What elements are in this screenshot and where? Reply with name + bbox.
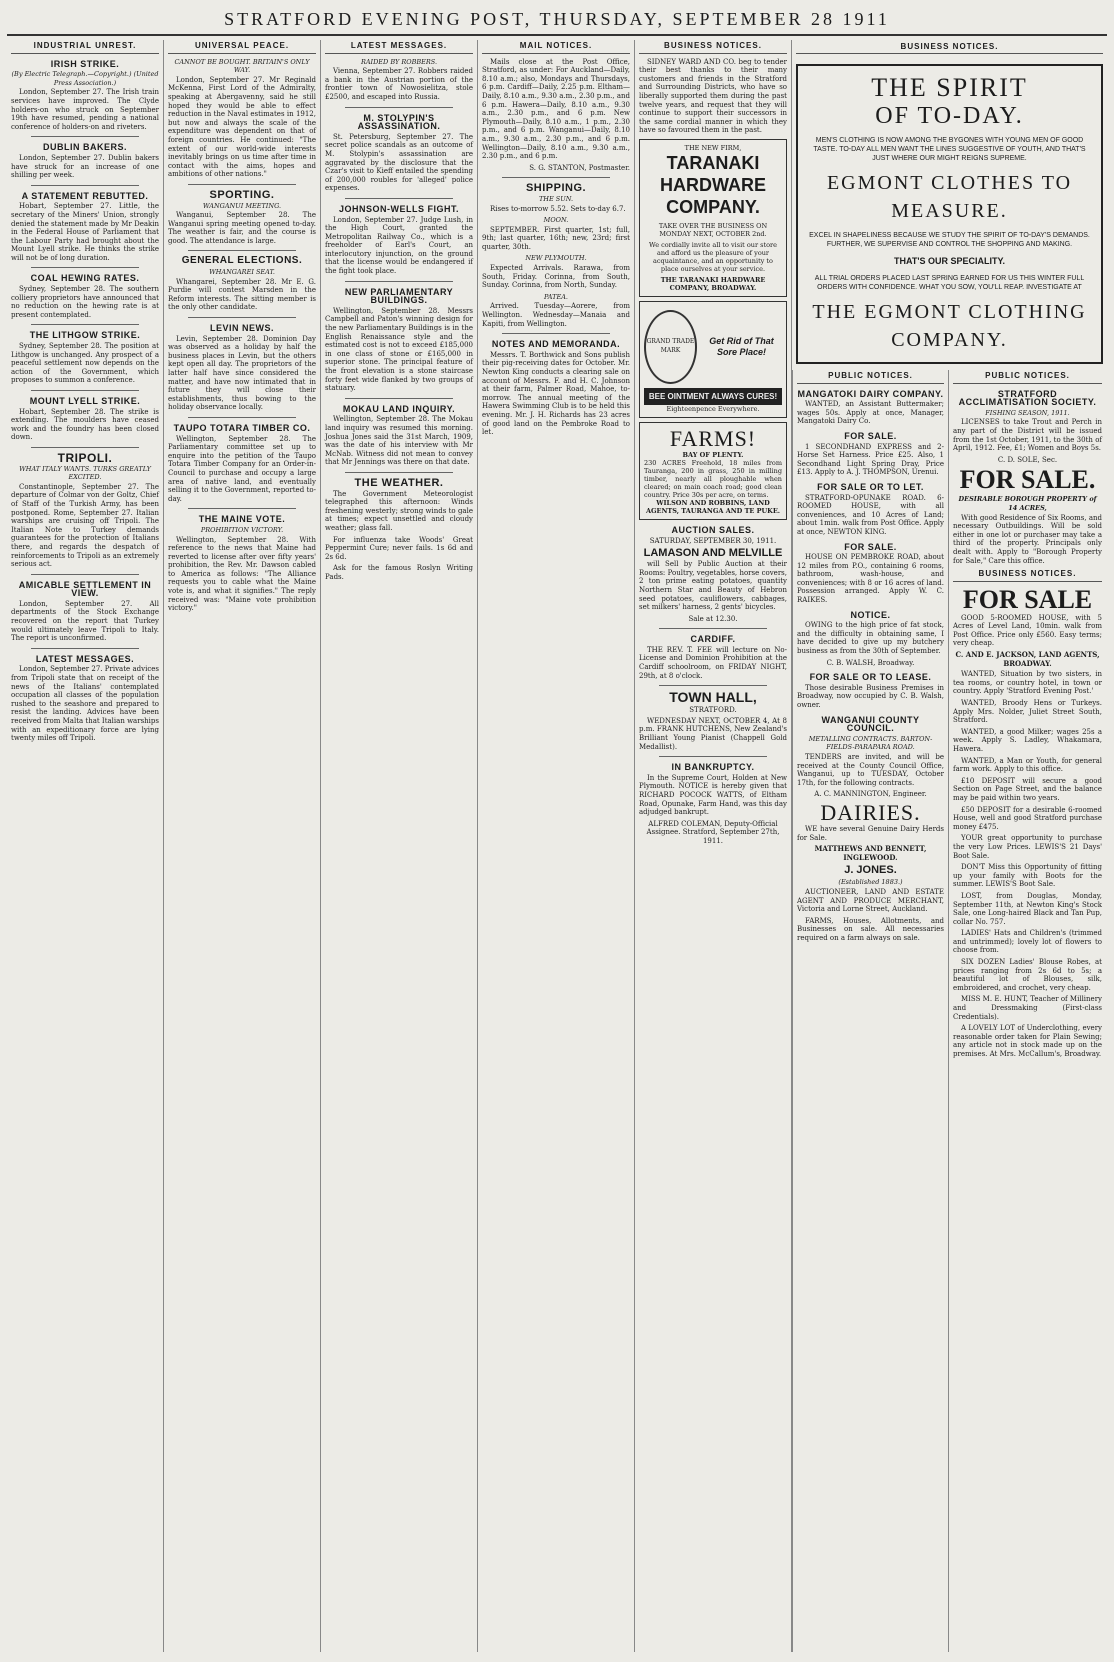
advert-body: THE REV. T. FEE will lecture on No-License and Dominion Prohibition at the Cardiff schoolroom, on FRIDAY NIGHT, 29th, at 8 o'clock. — [639, 645, 787, 680]
article-body: Hobart, September 27. Little, the secretary of the Miners' Union, strongly denied the statement made by Mr Deakin in the Federal House of Parliament that the Labour Party had brought about the Mount Lyell strike. He thinks the strike will not be of long duration. — [11, 202, 159, 262]
article-title: MOUNT LYELL STRIKE. — [29, 396, 141, 406]
article-title: IRISH STRIKE. — [50, 58, 120, 69]
ad-title-line: MEASURE. — [891, 200, 1008, 222]
advert-body: YOUR great opportunity to purchase the very Low Prices. LEWIS'S 21 Days' Boot Sale. — [953, 834, 1102, 860]
auction-date: SATURDAY, SEPTEMBER 30, 1911. — [649, 536, 777, 545]
article-body: Expected Arrivals. Rarawa, from South, Friday. Corinna, from South, Sunday. Corinna, from North, Sunday. — [482, 264, 630, 290]
dairies-title: DAIRIES. — [820, 799, 921, 825]
ad-title-line: THE SPIRIT — [871, 73, 1028, 102]
article-subtitle: WHANGAREI SEAT. — [209, 268, 275, 277]
advert-body: DON'T Miss this Opportunity of fitting up your family with Boots for the summer. LEWIS'S Boot Sale. — [953, 863, 1102, 889]
egmont-clothing-ad — [796, 64, 1103, 364]
ad-subtitle: STRATFORD. — [689, 706, 737, 715]
article-subtitle: DESIRABLE BOROUGH PROPERTY of 14 ACRES, — [958, 495, 1097, 512]
ad-tagline: Eighteenpence Everywhere. — [666, 404, 760, 413]
advert-body: WANTED, a Man or Youth, for general farm work. Apply to this office. — [953, 756, 1102, 774]
advert-body: WEDNESDAY NEXT, OCTOBER 4, At 8 p.m. FRANK HUTCHENS, New Zealand's Brilliant Young Pianist (Chappell Gold Medallist). — [639, 716, 787, 751]
article-subtitle: THE SUN. — [538, 194, 574, 203]
right-block — [792, 40, 1107, 1652]
ad-subtitle: BAY OF PLENTY. — [682, 450, 744, 459]
article-title: IN BANKRUPTCY. — [671, 762, 755, 773]
signature: S. G. STANTON, Postmaster. — [529, 163, 630, 172]
article-body: Wellington, September 28. The Mokau land inquiry was resumed this morning. Joshua Jones said the 31st March, 1909, was the date of his interview with Mr McNab. Witness did not mean to convey that Mr Jennings was there on that date. — [325, 415, 473, 467]
ad-text: MEN'S CLOTHING IS NOW AMONG THE BYGONES WITH YOUNG MEN OF GOOD TASTE. TO-DAY ALL MEN WANT THE LINES SUGGESTIVE OF YOUTH, AND THAT'S JUST WHERE OUR MIGHT REIGNS SUPREME. — [813, 137, 1086, 162]
article-body: Constantinople, September 27. The departure of Colmar von der Goltz, Chief of Staff of the Turkish Army, has been postponed. Rome, September 27. Italian warships are cruising off Tripoli. The Italian Note to Turkey demands guarantees for the protection of Italians there, and regards the despatch of reinforcements to Tripoli as an extremely serious act. — [11, 482, 159, 569]
article-subtitle: METALLING CONTRACTS. BARTON-FIELDS-PARAPARA ROAD. — [808, 734, 933, 752]
advert-body: AUCTIONEER, LAND AND ESTATE AGENT AND PRODUCE MERCHANT, Victoria and Lorne Street, Auckland. — [797, 887, 944, 914]
article-body: Vienna, September 27. Robbers raided a bank in the Austrian portion of the frontier town of Nowosielitza, stole £2500, and escaped into Russia. — [325, 67, 473, 101]
article-body: London, September 27. Private advices from Tripoli state that on receipt of the news of the Italians' contemplated occupation all classes of the population rushed to the seashore and prepared to resist the landing. Advices have been received from Malta that Italian warships with an expeditionary force are lying twenty miles off Tripoli. — [11, 665, 159, 743]
article-body: The Government Meteorologist telegraphed this afternoon: Winds freshening westerly; strong winds to gale at times; expect unsettled and cloudy weather; glass fall. — [325, 489, 473, 532]
column-heading: INDUSTRIAL UNREST. — [11, 40, 159, 54]
advert-line: For influenza take Woods' Great Peppermint Cure; never fails. 1s 6d and 2s 6d. — [325, 535, 473, 561]
article-title: AMICABLE SETTLEMENT IN VIEW. — [18, 579, 152, 599]
article-title: THE LITHGOW STRIKE. — [29, 330, 141, 341]
ad-title-line: THE EGMONT CLOTHING — [812, 301, 1087, 323]
column-heading: UNIVERSAL PEACE. — [168, 40, 316, 54]
signature: C. B. WALSH, Broadway. — [826, 658, 915, 667]
article-title: FOR SALE OR TO LEASE. — [809, 672, 932, 683]
column-mail-notices — [478, 40, 635, 1652]
ad-text: TAKE OVER THE BUSINESS ON MONDAY NEXT, OCTOBER 2nd. — [658, 221, 768, 238]
advert-body: SIDNEY WARD AND CO. beg to tender their best thanks to their many customers and friends in the Stratford and Surrounding Districts, who have so liberally supported them during the past twelve years, and request that they will continue to support their successors in the same cordial manner in which they have so favoured them in the past. — [639, 57, 787, 135]
article-subtitle: FISHING SEASON, 1911. — [985, 408, 1070, 417]
article-title: THE MAINE VOTE. — [198, 514, 286, 525]
article-body: Wellington, September 28. The Parliamentary committee set up to enquire into the petition of the Taupo Totara Timber Company for an Order-in-Council to purchase and occupy a large area of native land, and eventually selling it to the Government, reported to-day. — [168, 434, 316, 503]
article-body: Wanganui, September 28. The Wanganui spring meeting opened to-day. The weather is fair, and the course is good. The attendance is large. — [168, 211, 316, 245]
article-subtitle: PATEA. — [544, 292, 568, 301]
advert-body: WE have several Genuine Dairy Herds for Sale. — [797, 824, 944, 842]
column-heading: LATEST MESSAGES. — [325, 40, 473, 54]
article-title: COAL HEWING RATES. — [30, 273, 140, 284]
article-body: Arrived. Tuesday—Aorere, from Wellington. Wednesday—Manaia and Kapiti, from Wellington. — [482, 302, 630, 328]
ad-text: We cordially invite all to visit our store and afford us the pleasure of your acquaintance, and an opportunity to place ourselves at your service. — [649, 240, 777, 273]
advert-body: WANTED, an Assistant Buttermaker; wages 50s. Apply at once, Manager, Mangatoki Dairy Co. — [797, 400, 944, 426]
article-title: FOR SALE. — [844, 541, 897, 552]
article-title: NOTES AND MEMORANDA. — [491, 339, 621, 350]
advert-body: HOUSE ON PEMBROKE ROAD, about 12 miles from P.O., containing 6 rooms, bathroom, wash-house, and conveniences; with 8 or 16 acres of land. Possession arranged. Apply W. C. RAIKES. — [797, 553, 944, 605]
column-industrial-unrest — [7, 40, 164, 1652]
farms-ad — [639, 422, 787, 520]
advert-line: Ask for the famous Roslyn Writing Pads. — [325, 564, 473, 581]
article-body: London, September 27. Dublin bakers have struck for an increase of one shilling per week. — [11, 153, 159, 180]
advert-body: LOST, from Douglas, Monday, September 11th, at Newton King's Stock Sale, one Long-haired Black and Tan Pup, collar No. 757. — [953, 891, 1102, 926]
signature: C. D. SOLE, Sec. — [997, 455, 1058, 464]
column-heading: PUBLIC NOTICES. — [953, 370, 1102, 384]
article-title: JOHNSON-WELLS FIGHT. — [339, 203, 459, 214]
article-body: London, September 27. The Irish train services have improved. The Clyde holders-on who struck on September 19th have resumed, pending a national conference of holders-on and riveters. — [11, 88, 159, 131]
advert-body: SIX DOZEN Ladies' Blouse Robes, at prices ranging from 2s 6d to 5s; a beautiful lot of Blouses, silk, embroidered, and crochet, very cheap. — [953, 958, 1102, 992]
signature: C. AND E. JACKSON, LAND AGENTS, BROADWAY. — [955, 650, 1100, 668]
advert-body: WANTED, a good Milker; wages 25s a week. Apply S. Ladley, Whakamara, Hawera. — [953, 727, 1102, 753]
article-title: NOTICE. — [850, 609, 891, 620]
ad-title-line: HARDWARE — [660, 174, 766, 195]
auctioneer-name: J. JONES. — [844, 864, 897, 877]
article-body: London, September 27. All departments of the Stock Exchange recovered on the report that Turkey would ultimately leave Tripoli to Italy. The report is unconfirmed. — [11, 599, 159, 643]
article-subtitle: WHAT ITALY WANTS. TURKS GREATLY EXCITED. — [19, 464, 151, 482]
ad-title: FARMS! — [669, 425, 757, 451]
article-title: TRIPOLI. — [57, 450, 113, 465]
article-body: Hobart, September 28. The strike is extending. The moulders have ceased work and the foundry has been closed down. — [11, 407, 159, 442]
bee-ointment-ad — [639, 301, 787, 418]
advert-body: £10 DEPOSIT will secure a good Section on Page Street, and the balance may be paid within two years. — [953, 776, 1102, 802]
ad-text: 230 ACRES Freehold, 18 miles from Tauranga, 200 in grass, 250 in milling timber, nearly all ploughable when cleared; on main coach road; good clean country. Price 30s per acre, on terms. — [644, 458, 782, 499]
ad-title-line: OF TO-DAY. — [875, 103, 1024, 129]
trade-mark-icon: GRAND TRADE MARK — [644, 310, 697, 384]
advert-body: will Sell by Public Auction at their Rooms: Poultry, vegetables, horse covers, 2 ton prime eating potatoes, quantity Northern Star and Beauty of Hebron seed potatoes, cauliflowers, cabbages, set milkers' harness, 2 gents' bicycles. — [639, 560, 787, 612]
column-latest-messages — [321, 40, 478, 1652]
column-public-notices-2 — [949, 370, 1106, 1652]
signature: MATTHEWS AND BENNETT, INGLEWOOD. — [814, 844, 927, 862]
advert-body: WANTED, Broody Hens or Turkeys. Apply Mrs. Nolder, Juliet Street South, Stratford. — [953, 699, 1102, 725]
auctioneer-name: LAMASON AND MELVILLE — [643, 547, 783, 560]
newspaper-page — [7, 4, 1107, 1654]
article-title: TAUPO TOTARA TIMBER CO. — [173, 422, 311, 433]
article-title: CARDIFF. — [690, 634, 736, 645]
ad-slogan: Get Rid of That Sore Place! — [709, 335, 774, 357]
masthead-title: STRATFORD EVENING POST, THURSDAY, SEPTEMBER 28 1911 — [224, 8, 890, 29]
article-title: GENERAL ELECTIONS. — [181, 255, 303, 267]
article-title: STRATFORD ACCLIMATISATION SOCIETY. — [958, 388, 1097, 408]
article-body: London, September 27. Mr Reginald McKenna, First Lord of the Admiralty, speaking at Abergavenny, said he still hoped they would be able to effect reduction in the Naval estimates in 1912, but now and always the scale of the expenditure was dependent on that of foreign countries. He continued: "The extent of our world-wide interests inevitably brings on us time after time in contact with the aims, hopes and ambitions of other nations." — [168, 75, 316, 179]
article-body: London, September 27. Judge Lush, in the High Court, granted the Metropolitan Railway Co., which is a freeholder of Earl's Court, an interlocutory injunction, on the ground that the license would be endangered if the fight took place. — [325, 215, 473, 276]
advert-body: STRATFORD-OPUNAKE ROAD. 6-ROOMED HOUSE, with all conveniences, and 10 Acres of Land; about 1min. walk from Post Office. Apply at once, NEWTON KING. — [797, 493, 944, 536]
article-title: WANGANUI COUNTY COUNCIL. — [821, 714, 920, 734]
article-subtitle: (Established 1883.) — [838, 878, 903, 887]
article-body: Mails close at the Post Office, Stratford, as under: For Auckland—Daily, 8.10 a.m.; also, Mondays and Thursdays, 6 p.m. Cardiff—Daily, 2.25 p.m. Eltham—Daily, 8.10 a.m., 9.30 a.m., 2.30 p.m., and 6 p.m. Hawera—Daily, 8.10 a.m., 9.30 a.m., 2.30 p.m., and 6 p.m. New Plymouth—Daily, 8.10 a.m., 1 p.m., 2.30 p.m., and 6 p.m. Wanganui—Daily, 8.10 a.m., 9.30 a.m., 2.30 p.m., and 6 p.m. Wellington—Daily, 8.10 a.m., 9.30 a.m., 2.30 p.m., and 6 p.m. — [482, 57, 630, 161]
article-title: MANGATOKI DAIRY COMPANY. — [797, 388, 944, 399]
for-sale-title: FOR SALE — [962, 584, 1093, 614]
article-title: AUCTION SALES. — [671, 524, 755, 535]
column-heading: PUBLIC NOTICES. — [797, 370, 944, 384]
article-title: NEW PARLIAMENTARY BUILDINGS. — [344, 286, 454, 306]
article-title: FOR SALE OR TO LET. — [817, 481, 924, 492]
sale-time: Sale at 12.30. — [688, 614, 738, 623]
article-body: Wellington, September 28. Messrs Campbell and Paton's winning design for the new Parliamentary Buildings is in the English Renaissance style and the estimated cost is not to exceed £185,000 in one class of stone or £165,000 in superior stone. The principal feature of the front elevation is a stone staircase forty feet wide flanked by two groups of statuary. — [325, 306, 473, 393]
credit-line: (By Electric Telegraph.—Copyright.) (United Press Association.) — [11, 70, 159, 87]
ad-title-line: COMPANY. — [666, 196, 760, 217]
article-subtitle: WANGANUI MEETING. — [202, 201, 282, 210]
article-title: M. STOLYPIN'S ASSASSINATION. — [357, 112, 441, 132]
article-body: Levin, September 28. Dominion Day was observed as a holiday by half the business places in Levin, but the others kept open all day. The proprietors of the latter half have since considered the matter, and have now intimated that in future they will close their establishments, thus bowing to the holiday observance locally. — [168, 334, 316, 412]
masthead — [7, 4, 1107, 36]
ad-title-line: TARANAKI — [666, 152, 760, 173]
advert-body: LICENSES to take Trout and Perch in any part of the District will be issued from the 1st October, 1911, to the 30th of April, 1912. Fee, £1; Women and Boys 5s. — [953, 418, 1102, 453]
article-title: THE WEATHER. — [354, 476, 444, 489]
advert-body: 1 SECONDHAND EXPRESS and 2-Horse Set Harness. Price £25. Also, 1 Secondhand Light Spring Dray, Price £13. Apply to A. J. THOMPSON, Urenui. — [797, 442, 944, 477]
advert-body: WANTED, Situation by two sisters, in tea rooms, or country hotel, in town or country. Apply 'Stratford Evening Post.' — [953, 670, 1102, 696]
ad-title-line: COMPANY. — [891, 329, 1008, 351]
article-title: LEVIN NEWS. — [209, 323, 274, 334]
advert-body: OWING to the high price of fat stock, and the difficulty in obtaining same, I have decided to give up my butchery business as from the 30th of September. — [797, 621, 944, 656]
signature: ALFRED COLEMAN, Deputy-Official Assignee. Stratford, September 27th, 1911. — [646, 819, 780, 845]
for-sale-title: FOR SALE. — [959, 465, 1096, 495]
article-body: Sydney, September 28. The southern colliery proprietors have announced that no reduction on the hewing rate is at present contemplated. — [11, 285, 159, 319]
advert-body: £50 DEPOSIT for a desirable 6-roomed House, well and good Stratford purchase money £475. — [953, 805, 1102, 831]
ad-title-line: EGMONT CLOTHES TO — [826, 172, 1073, 194]
column-heading: MAIL NOTICES. — [482, 40, 630, 54]
taranaki-hardware-ad — [639, 139, 787, 297]
article-title: SHIPPING. — [525, 182, 587, 195]
ad-speciality: THAT'S OUR SPECIALITY. — [894, 256, 1005, 266]
advert-body: LADIES' Hats and Children's (trimmed and untrimmed); lovely lot of flowers to choose from. — [953, 929, 1102, 955]
signature: A. C. MANNINGTON, Engineer. — [814, 790, 927, 799]
article-title: SPORTING. — [209, 188, 275, 201]
article-subtitle: RAIDED BY ROBBERS. — [360, 57, 438, 66]
column-heading: BUSINESS NOTICES. — [639, 40, 787, 54]
advert-body: GOOD 5-ROOMED HOUSE, with 5 Acres of Level Land, 10min. walk from Post Office. Price only £560. Easy terms; very cheap. — [953, 613, 1102, 648]
article-subtitle: CANNOT BE BOUGHT. BRITAIN'S ONLY WAY. — [174, 57, 310, 75]
advert-body: Those desirable Business Premises in Broadway, now occupied by C. B. Walsh, owner. — [797, 683, 944, 709]
article-title: MOKAU LAND INQUIRY. — [342, 403, 456, 414]
ad-signature: THE TARANAKI HARDWARE COMPANY, BROADWAY. — [660, 275, 766, 292]
column-business-notices — [635, 40, 792, 1652]
article-body: Wellington, September 28. With reference to the news that Maine had reverted to license after over fifty years' prohibition, the Rev. Mr. Dawson cabled to America as follows: "The Alliance requests you to cable what the Maine vote is, and what it signifies." The reply received was: "Maine vote prohibition victory." — [168, 535, 316, 613]
article-title: LATEST MESSAGES. — [35, 653, 135, 664]
column-universal-peace — [164, 40, 321, 1652]
ad-signature: WILSON AND ROBBINS, LAND AGENTS, TAURANGA AND TE PUKE. — [645, 498, 781, 515]
ad-band: BEE OINTMENT ALWAYS CURES! — [644, 388, 782, 405]
advert-body: In the Supreme Court, Holden at New Plymouth. NOTICE is hereby given that RICHARD POCOCK WATTS, of Eltham Road, Opunake, Farm Hand, was this day adjudged bankrupt. — [639, 773, 787, 817]
advert-body: With good Residence of Six Rooms, and necessary Outbuildings. Will be sold either in one lot or purchaser may take a third of the property. Principals only dealt with. Apply to "Borough Property for Sale," Care this office. — [953, 513, 1102, 565]
ad-text: EXCEL IN SHAPELINESS BECAUSE WE STUDY THE SPIRIT OF TO-DAY'S DEMANDS. FURTHER, WE SUPERVISE AND CONTROL THE SHOPPING AND MAKING. — [809, 232, 1090, 248]
town-hall-title: TOWN HALL, — [669, 689, 757, 706]
advert-body: A LOVELY LOT of Underclothing, every reasonable order taken for Plain Sewing; any article not in stock made up on the premises. At Mrs. McCallum's, Broadway. — [953, 1024, 1102, 1058]
ad-text: ALL TRIAL ORDERS PLACED LAST SPRING EARNED FOR US THIS WINTER FULL ORDERS WITH CONFIDENCE. WHAT YOU SOW, YOU'LL REAP. INVESTIGATE AT — [814, 275, 1085, 291]
column-heading: BUSINESS NOTICES. — [953, 568, 1102, 582]
column-public-notices-1 — [792, 370, 949, 1652]
article-subtitle: NEW PLYMOUTH. — [525, 254, 587, 263]
article-body: Sydney, September 28. The position at Lithgow is unchanged. Any prospect of a peaceful settlement now depends on the action of the Government, which proposes to summon a conference. — [11, 342, 159, 385]
advert-body: FARMS, Houses, Allotments, and Businesses on sale. All necessaries required on a farm always on sale. — [797, 916, 944, 942]
article-body: Rises to-morrow 5.52. Sets to-day 6.7. — [490, 204, 626, 213]
column-heading: BUSINESS NOTICES. — [796, 40, 1103, 54]
article-subtitle: PROHIBITION VICTORY. — [200, 525, 284, 534]
article-title: DUBLIN BAKERS. — [42, 142, 127, 153]
article-body: Whangarei, September 28. Mr E. G. Purdie will contest Marsden in the Reform interests. The sitting member is the only other candidate. — [168, 277, 316, 312]
article-subtitle: MOON. — [543, 216, 569, 225]
article-body: Messrs. T. Borthwick and Sons publish their pig-receiving dates for October. Mr. Newton King conducts a clearing sale on account of Messrs. F. and H. C. Johnson at their farm, Palmer Road, Mahoe, to-morrow. The annual meeting of the Hawera Swimming Club is to be held this evening. Mr. J. H. Richards has 23 acres of good land on the Pembroke Road to let. — [482, 350, 630, 437]
advert-body: TENDERS are invited, and will be received at the County Council Office, Wanganui, up to TUESDAY, October 17th, for the following contracts. — [797, 752, 944, 787]
article-body: SEPTEMBER. First quarter, 1st; full, 9th; last quarter, 16th; new, 23rd; first quarter, 30th. — [482, 225, 630, 251]
article-title: FOR SALE. — [844, 430, 897, 441]
ad-pretitle: THE NEW FIRM, — [684, 143, 742, 152]
article-title: A STATEMENT REBUTTED. — [21, 190, 149, 201]
article-body: St. Petersburg, September 27. The secret police scandals as an outcome of M. Stolypin's assassination are aggravated by the disclosure that the Czar's visit to Kieff entailed the spending of 200,000 roubles for 'alleged' police expenses. — [325, 132, 473, 193]
advert-body: MISS M. E. HUNT, Teacher of Millinery and Dressmaking (First-class Credentials). — [953, 995, 1102, 1021]
